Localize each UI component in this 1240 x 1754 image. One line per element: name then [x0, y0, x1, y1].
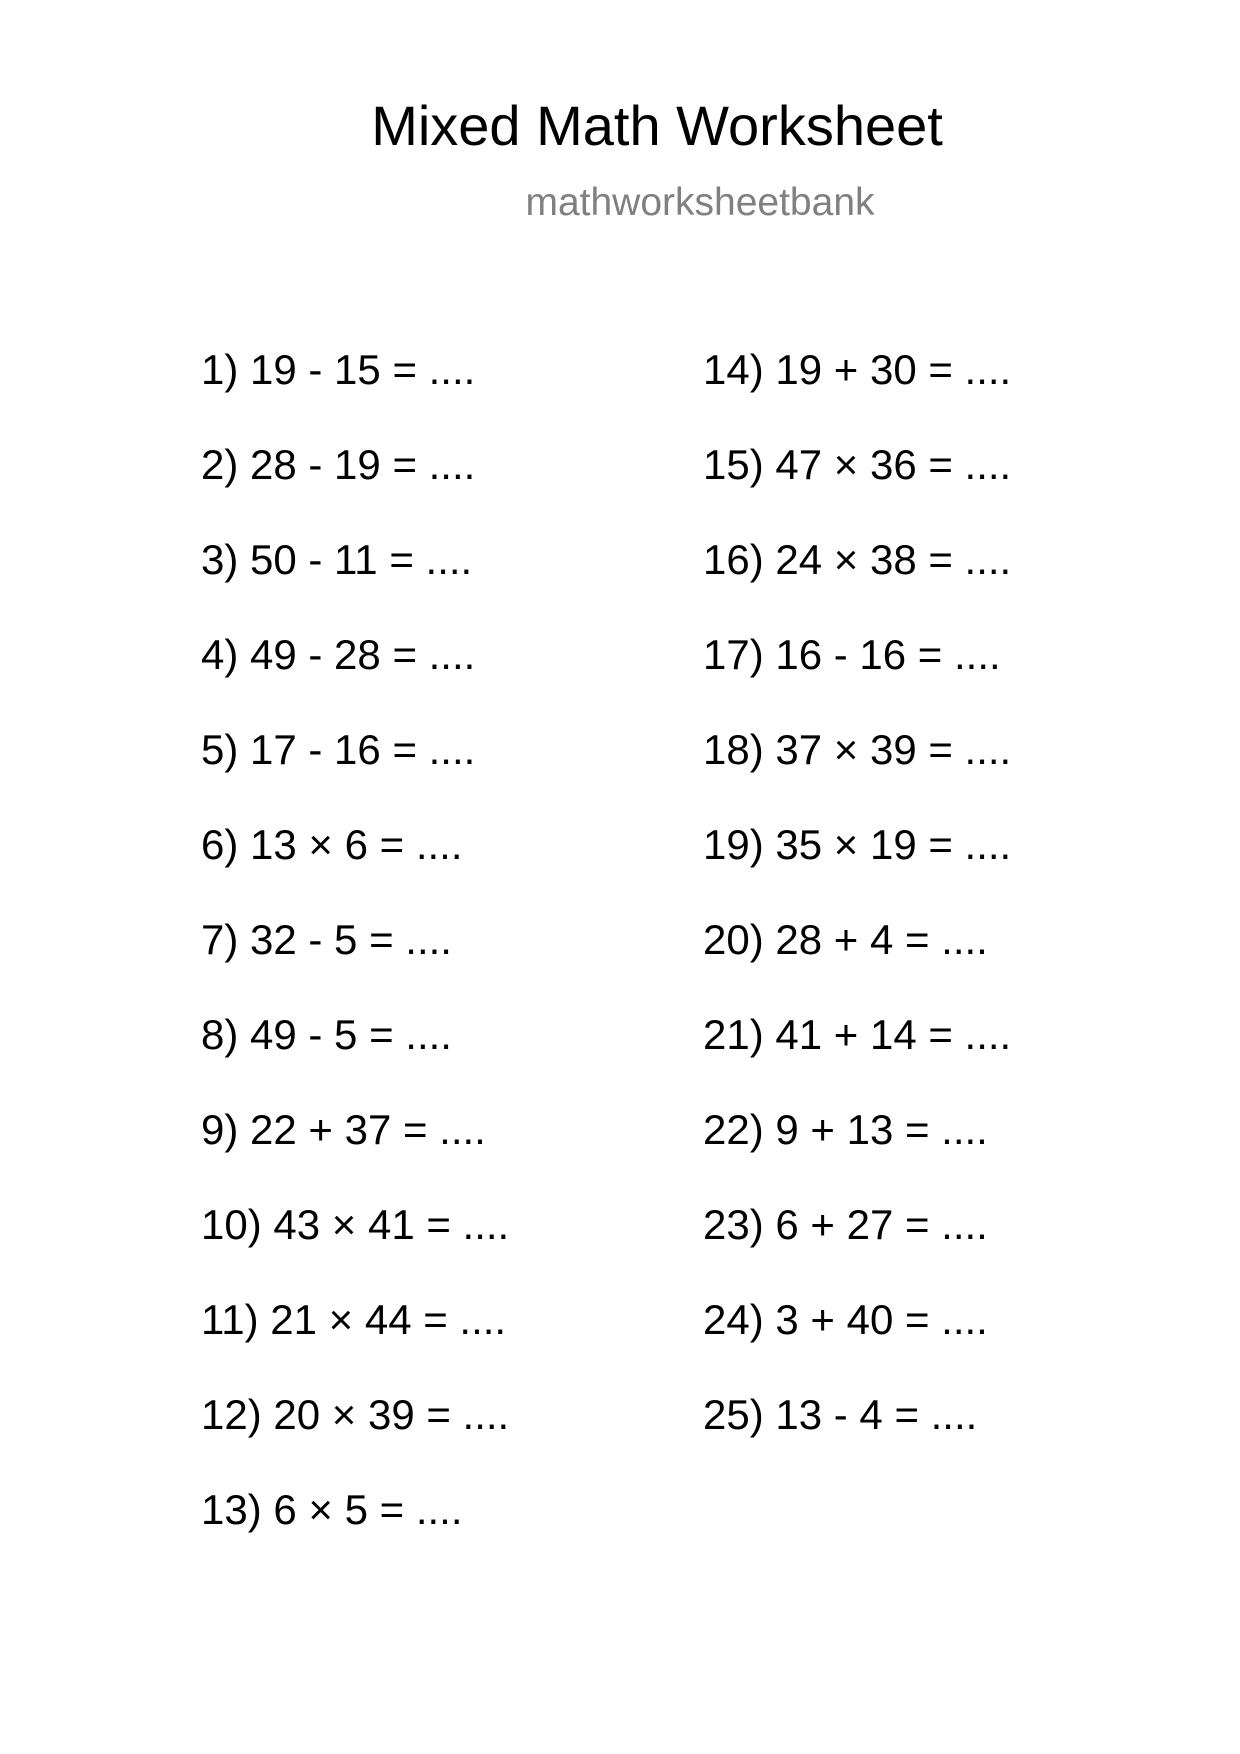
- problem-23: 23) 6 + 27 = ....: [703, 1201, 988, 1248]
- problem-6: 6) 13 × 6 = ....: [201, 821, 463, 868]
- problem-column-left: [201, 346, 510, 1584]
- problem-13: 13) 6 × 5 = ....: [201, 1486, 463, 1533]
- problem-21: 21) 41 + 14 = ....: [703, 1011, 1012, 1058]
- problem-14: 14) 19 + 30 = ....: [703, 346, 1012, 393]
- problem-25: 25) 13 - 4 = ....: [703, 1391, 978, 1438]
- problem-18: 18) 37 × 39 = ....: [703, 726, 1012, 773]
- problem-9: 9) 22 + 37 = ....: [201, 1106, 486, 1153]
- problem-19: 19) 35 × 19 = ....: [703, 821, 1012, 868]
- problem-3: 3) 50 - 11 = ....: [201, 536, 473, 583]
- problem-2: 2) 28 - 19 = ....: [201, 441, 476, 488]
- problem-5: 5) 17 - 16 = ....: [201, 726, 476, 773]
- problem-16: 16) 24 × 38 = ....: [703, 536, 1012, 583]
- problem-11: 11) 21 × 44 = ....: [201, 1296, 507, 1343]
- problem-24: 24) 3 + 40 = ....: [703, 1296, 988, 1343]
- problem-10: 10) 43 × 41 = ....: [201, 1201, 510, 1248]
- page-subtitle: mathworksheetbank: [525, 181, 875, 224]
- problem-7: 7) 32 - 5 = ....: [201, 916, 452, 963]
- problem-4: 4) 49 - 28 = ....: [201, 631, 476, 678]
- problem-15: 15) 47 × 36 = ....: [703, 441, 1012, 488]
- problem-1: 1) 19 - 15 = ....: [201, 346, 476, 393]
- problem-22: 22) 9 + 13 = ....: [703, 1106, 988, 1153]
- problem-20: 20) 28 + 4 = ....: [703, 916, 988, 963]
- problem-17: 17) 16 - 16 = ....: [703, 631, 1001, 678]
- page-title: Mixed Math Worksheet: [371, 94, 943, 157]
- problem-8: 8) 49 - 5 = ....: [201, 1011, 452, 1058]
- problem-column-right: [703, 346, 1012, 1489]
- problem-12: 12) 20 × 39 = ....: [201, 1391, 510, 1438]
